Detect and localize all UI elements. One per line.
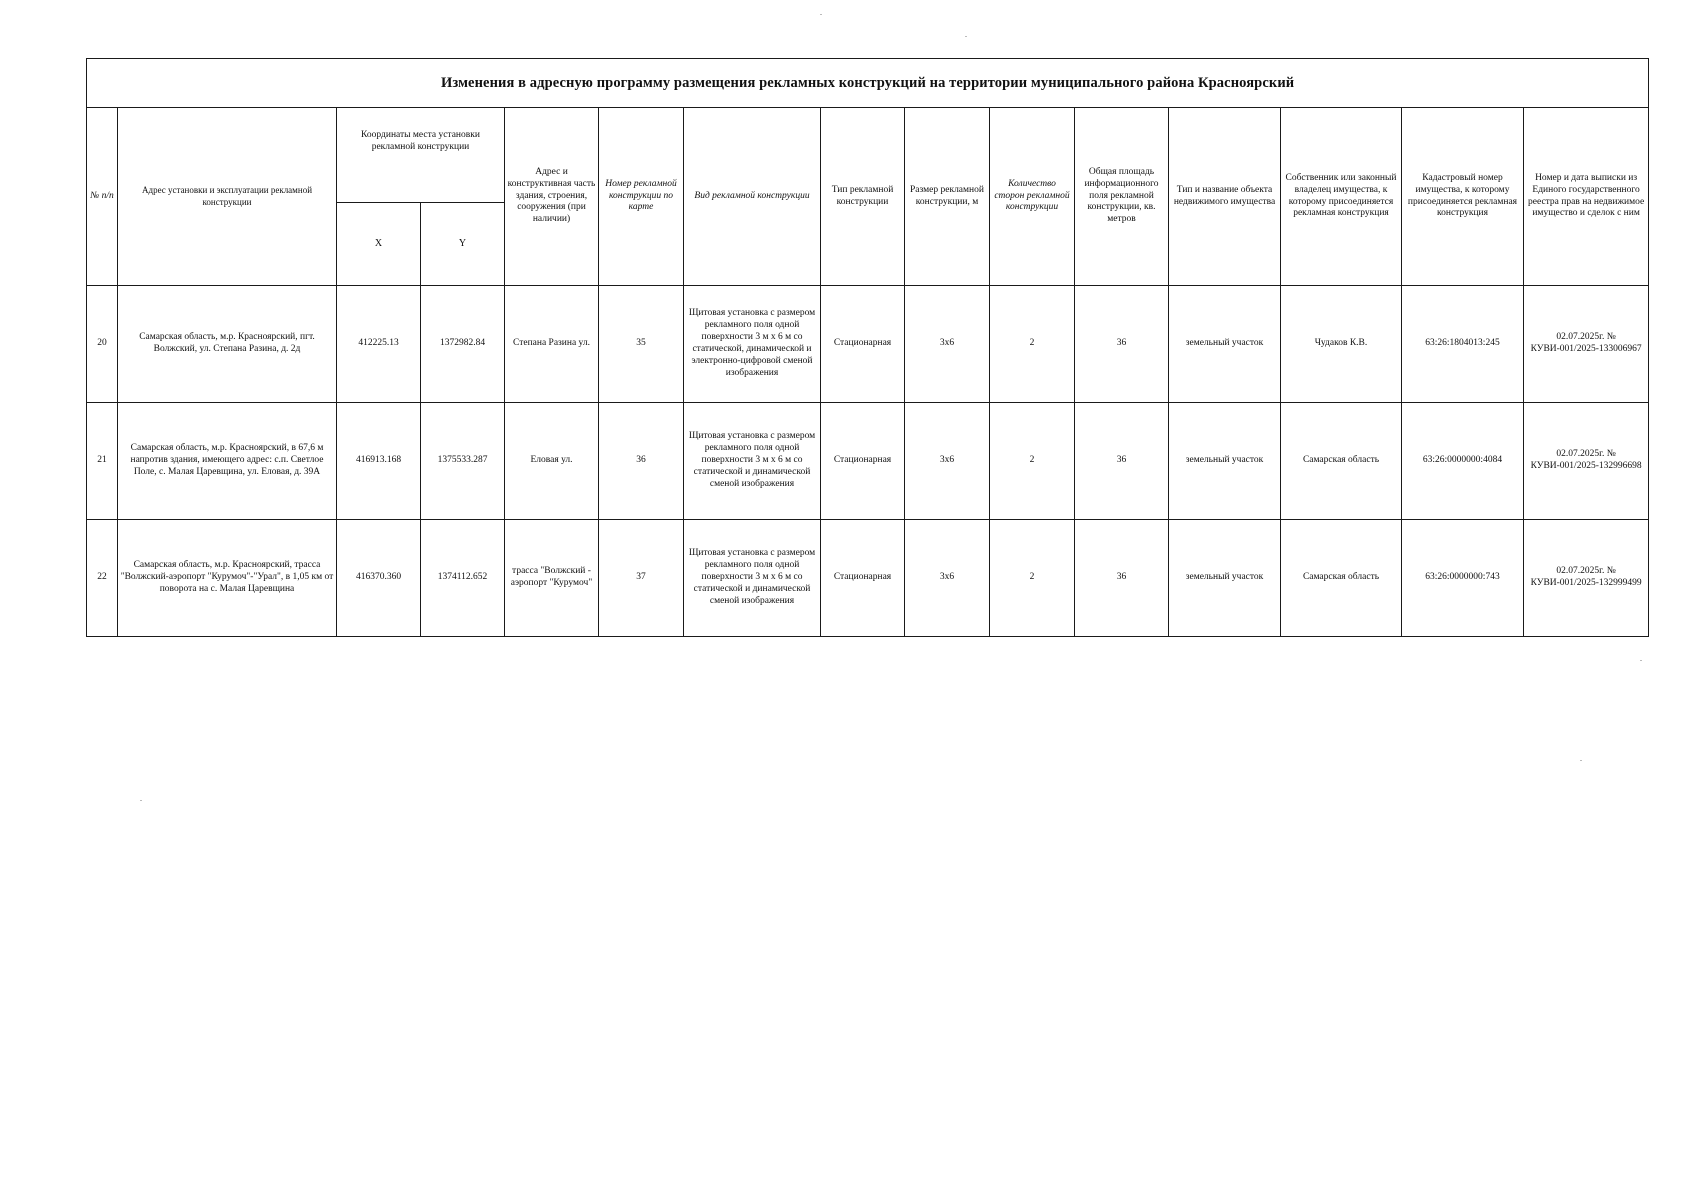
cell-size: 3х6 (905, 286, 990, 403)
table-row (87, 520, 1649, 637)
cell-num: 20 (87, 286, 118, 403)
header-map-number: Номер рекламной конструкции по карте (599, 108, 684, 286)
cell-address: Самарская область, м.р. Красноярский, трасса "Волжский-аэропорт "Курумоч"-"Урал", в 1,05 км от поворота на с. Малая Царевщина (118, 520, 337, 637)
cell-x: 416370.360 (337, 520, 421, 637)
cell-registry: 02.07.2025г. № КУВИ-001/2025-132996698 (1524, 403, 1649, 520)
cell-sides: 2 (990, 520, 1075, 637)
cell-y: 1372982.84 (421, 286, 505, 403)
cell-owner: Чудаков К.В. (1281, 286, 1402, 403)
header-address: Адрес установки и эксплуатации рекламной конструкции (118, 108, 337, 286)
cell-num: 22 (87, 520, 118, 637)
document-sheet (86, 58, 1648, 637)
cell-x: 416913.168 (337, 403, 421, 520)
cell-kind: Щитовая установка с размером рекламного поля одной поверхности 3 м х 6 м со статической и динамической сменой изображения (684, 403, 821, 520)
cell-size: 3х6 (905, 403, 990, 520)
cell-y: 1374112.652 (421, 520, 505, 637)
scan-speck (1580, 760, 1582, 761)
cell-owner: Самарская область (1281, 520, 1402, 637)
header-area: Общая площадь информационного поля рекламной конструкции, кв. метров (1075, 108, 1169, 286)
table-row (87, 286, 1649, 403)
header-cadastral: Кадастровый номер имущества, к которому присоединяется рекламная конструкция (1402, 108, 1524, 286)
cell-type: Стационарная (821, 520, 905, 637)
cell-map-number: 37 (599, 520, 684, 637)
cell-sides: 2 (990, 403, 1075, 520)
header-size: Размер рекламной конструкции, м (905, 108, 990, 286)
cell-address: Самарская область, м.р. Красноярский, в 67,6 м напротив здания, имеющего адрес: с.п. Светлое Поле, с. Малая Царевщина, ул. Еловая, д. 39А (118, 403, 337, 520)
cell-cadastral: 63:26:0000000:4084 (1402, 403, 1524, 520)
cell-registry: 02.07.2025г. № КУВИ-001/2025-132999499 (1524, 520, 1649, 637)
cell-address: Самарская область, м.р. Красноярский, пгт. Волжский, ул. Степана Разина, д. 2д (118, 286, 337, 403)
cell-y: 1375533.287 (421, 403, 505, 520)
document-title: Изменения в адресную программу размещения рекламных конструкций на территории муниципального района Красноярский (87, 59, 1649, 108)
cell-kind: Щитовая установка с размером рекламного поля одной поверхности 3 м х 6 м со статической и динамической сменой изображения (684, 520, 821, 637)
cell-map-number: 36 (599, 403, 684, 520)
scan-speck (140, 800, 142, 801)
header-x: X (337, 203, 421, 286)
header-property: Тип и название объекта недвижимого имущества (1169, 108, 1281, 286)
header-structural-part: Адрес и конструктивная часть здания, строения, сооружения (при наличии) (505, 108, 599, 286)
header-type: Тип рекламной конструкции (821, 108, 905, 286)
cell-structural-part: Еловая ул. (505, 403, 599, 520)
cell-size: 3х6 (905, 520, 990, 637)
cell-num: 21 (87, 403, 118, 520)
cell-area: 36 (1075, 286, 1169, 403)
cell-registry: 02.07.2025г. № КУВИ-001/2025-133006967 (1524, 286, 1649, 403)
advertising-program-table (86, 58, 1649, 637)
cell-structural-part: трасса "Волжский - аэропорт "Курумоч" (505, 520, 599, 637)
cell-cadastral: 63:26:1804013:245 (1402, 286, 1524, 403)
cell-map-number: 35 (599, 286, 684, 403)
cell-type: Стационарная (821, 403, 905, 520)
cell-x: 412225.13 (337, 286, 421, 403)
cell-area: 36 (1075, 403, 1169, 520)
cell-type: Стационарная (821, 286, 905, 403)
cell-area: 36 (1075, 520, 1169, 637)
header-kind: Вид рекламной конструкции (684, 108, 821, 286)
header-owner: Собственник или законный владелец имущества, к которому присоединяется рекламная конструкция (1281, 108, 1402, 286)
header-registry: Номер и дата выписки из Единого государственного реестра прав на недвижимое имущество и сделок с ним (1524, 108, 1649, 286)
cell-property: земельный участок (1169, 403, 1281, 520)
header-num: № п/п (87, 108, 118, 286)
scan-speck (820, 14, 822, 15)
header-y: Y (421, 203, 505, 286)
cell-owner: Самарская область (1281, 403, 1402, 520)
scan-speck (1640, 660, 1642, 661)
cell-cadastral: 63:26:0000000:743 (1402, 520, 1524, 637)
cell-property: земельный участок (1169, 286, 1281, 403)
cell-property: земельный участок (1169, 520, 1281, 637)
cell-kind: Щитовая установка с размером рекламного поля одной поверхности 3 м х 6 м со статической, динамической и электронно-цифровой сменой изображения (684, 286, 821, 403)
header-coords-group: Координаты места установки рекламной конструкции (337, 108, 505, 203)
cell-structural-part: Степана Разина ул. (505, 286, 599, 403)
scan-speck (965, 36, 967, 37)
table-row (87, 403, 1649, 520)
header-sides: Количество сторон рекламной конструкции (990, 108, 1075, 286)
cell-sides: 2 (990, 286, 1075, 403)
